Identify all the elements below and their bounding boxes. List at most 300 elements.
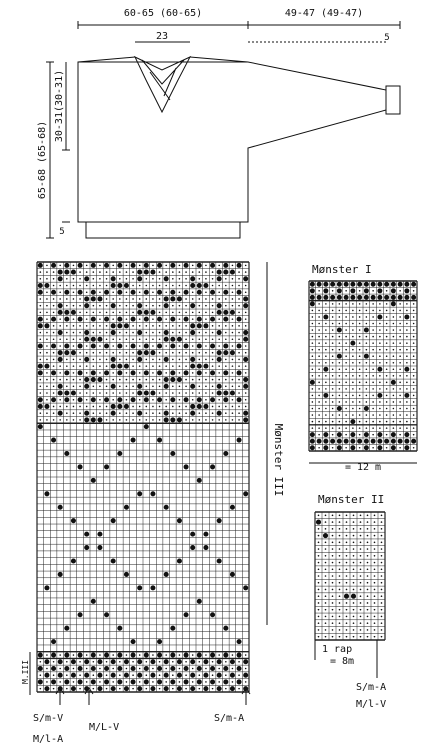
contrast-stitch [64,350,69,355]
dot-stitch [406,336,408,338]
contrast-stitch [237,317,242,322]
dot-stitch [332,362,334,364]
contrast-stitch [177,377,182,382]
contrast-stitch [144,397,149,402]
dot-stitch [185,365,187,367]
dot-stitch [399,434,401,436]
dot-stitch [40,338,42,340]
dot-stitch [119,278,121,280]
dot-stitch [325,548,327,550]
dot-stitch [366,427,368,429]
contrast-stitch [184,653,189,658]
dot-stitch [205,681,207,683]
contrast-stitch [243,330,248,335]
dot-stitch [66,412,68,414]
dot-stitch [79,285,81,287]
dim-armhole: 30-31(30-31) [54,69,65,143]
dot-stitch [66,688,68,690]
dot-stitch [367,616,369,618]
dot-stitch [353,568,355,570]
dot-stitch [53,379,55,381]
dot-stitch [312,349,314,351]
dot-stitch [312,355,314,357]
contrast-stitch [38,323,43,328]
dot-stitch [413,447,415,449]
contrast-stitch [357,439,362,444]
dot-stitch [359,336,361,338]
dot-stitch [185,312,187,314]
contrast-stitch [64,679,69,684]
dot-stitch [40,305,42,307]
dot-stitch [393,316,395,318]
dot-stitch [238,338,240,340]
dot-stitch [126,338,128,340]
dot-stitch [205,419,207,421]
dot-stitch [346,602,348,604]
dot-stitch [146,674,148,676]
dot-stitch [325,408,327,410]
dot-stitch [367,595,369,597]
contrast-stitch [64,626,69,631]
dot-stitch [360,575,362,577]
dot-stitch [132,285,134,287]
dot-stitch [139,291,141,293]
dot-stitch [345,362,347,364]
dot-stitch [345,290,347,292]
dot-stitch [218,265,220,267]
dot-stitch [325,355,327,357]
contrast-stitch [391,295,396,300]
dot-stitch [386,336,388,338]
dot-stitch [40,359,42,361]
contrast-stitch [190,357,195,362]
dot-stitch [73,372,75,374]
contrast-stitch [243,276,248,281]
dot-stitch [179,278,181,280]
dot-stitch [232,412,234,414]
contrast-stitch [51,343,56,348]
dot-stitch [59,318,61,320]
dot-stitch [374,542,376,544]
dot-stitch [179,325,181,327]
dot-stitch [406,342,408,344]
contrast-stitch [91,370,96,375]
label-start-2: M/L-V [89,722,120,733]
dot-stitch [372,329,374,331]
dot-stitch [66,298,68,300]
dot-stitch [106,386,108,388]
dot-stitch [205,345,207,347]
dot-stitch [165,668,167,670]
dot-stitch [146,305,148,307]
dot-stitch [360,568,362,570]
dot-stitch [339,575,341,577]
contrast-stitch [317,439,322,444]
dot-stitch [245,265,247,267]
contrast-stitch [184,290,189,295]
dim-cuff: 5 [384,33,390,43]
dot-stitch [172,332,174,334]
dot-stitch [212,412,214,414]
contrast-stitch [137,303,142,308]
contrast-stitch [177,417,182,422]
dot-stitch [93,278,95,280]
dot-stitch [339,388,341,390]
contrast-stitch [124,505,129,510]
dot-stitch [318,349,320,351]
contrast-stitch [91,679,96,684]
dot-stitch [159,332,161,334]
contrast-stitch [223,263,228,268]
dot-stitch [413,290,415,292]
dot-stitch [413,342,415,344]
dot-stitch [393,362,395,364]
dot-stitch [46,338,48,340]
dot-stitch [332,616,334,618]
shoulder-line [78,57,248,62]
dot-stitch [146,359,148,361]
contrast-stitch [131,397,136,402]
contrast-stitch [58,350,63,355]
dot-stitch [359,375,361,377]
dot-stitch [360,562,362,564]
contrast-stitch [157,343,162,348]
contrast-stitch [210,290,215,295]
dim-sleeve-length: 49-47 (49-47) [284,8,364,19]
contrast-stitch [230,310,235,315]
dot-stitch [218,338,220,340]
contrast-stitch [150,673,155,678]
dot-stitch [399,290,401,292]
dot-stitch [185,386,187,388]
contrast-stitch [316,520,321,525]
dot-stitch [59,265,61,267]
dot-stitch [73,332,75,334]
dot-stitch [218,419,220,421]
dot-stitch [185,688,187,690]
dot-stitch [79,379,81,381]
dot-stitch [386,414,388,416]
dot-stitch [345,375,347,377]
contrast-stitch [184,317,189,322]
contrast-stitch [190,303,195,308]
dot-stitch [132,674,134,676]
dot-stitch [346,589,348,591]
contrast-stitch [97,659,102,664]
contrast-stitch [357,295,362,300]
dot-stitch [185,419,187,421]
contrast-stitch [323,432,328,437]
dot-stitch [159,312,161,314]
contrast-stitch [58,505,63,510]
dot-stitch [318,447,320,449]
dot-stitch [345,408,347,410]
dot-stitch [99,392,101,394]
dot-stitch [379,375,381,377]
dot-stitch [367,622,369,624]
dot-stitch [53,271,55,273]
dot-stitch [199,661,201,663]
dot-stitch [165,365,167,367]
dot-stitch [312,310,314,312]
dot-stitch [112,372,114,374]
dot-stitch [238,386,240,388]
dot-stitch [379,427,381,429]
label-start-1a: S/m-V [33,713,64,724]
contrast-stitch [170,377,175,382]
dot-stitch [192,379,194,381]
dot-stitch [339,595,341,597]
dot-stitch [46,668,48,670]
contrast-stitch [117,364,122,369]
contrast-stitch [71,686,76,691]
contrast-stitch [104,653,109,658]
dot-stitch [73,285,75,287]
dot-stitch [245,318,247,320]
dot-stitch [360,636,362,638]
dot-stitch [238,661,240,663]
contrast-stitch [131,438,136,443]
dot-stitch [245,345,247,347]
dot-stitch [106,338,108,340]
contrast-stitch [310,282,315,287]
contrast-stitch [210,370,215,375]
dot-stitch [374,515,376,517]
contrast-stitch [144,666,149,671]
dot-stitch [399,342,401,344]
contrast-stitch [230,659,235,664]
dot-stitch [139,419,141,421]
dot-stitch [379,323,381,325]
dot-stitch [232,265,234,267]
dot-stitch [199,392,201,394]
dot-stitch [152,419,154,421]
dot-stitch [152,668,154,670]
contrast-stitch [337,288,342,293]
dot-stitch [332,421,334,423]
dot-stitch [339,316,341,318]
dot-stitch [73,298,75,300]
dot-stitch [139,318,141,320]
dot-stitch [185,278,187,280]
dot-stitch [99,278,101,280]
dot-stitch [399,447,401,449]
dot-stitch [152,298,154,300]
contrast-stitch [71,270,76,275]
dot-stitch [353,616,355,618]
dot-stitch [399,349,401,351]
contrast-stitch [104,666,109,671]
dot-stitch [399,395,401,397]
contrast-stitch [104,397,109,402]
contrast-stitch [131,639,136,644]
contrast-stitch [223,310,228,315]
dot-stitch [205,338,207,340]
dot-stitch [225,359,227,361]
dot-stitch [106,392,108,394]
dot-stitch [179,365,181,367]
contrast-stitch [78,464,83,469]
dot-stitch [106,412,108,414]
dot-stitch [119,352,121,354]
contrast-stitch [64,451,69,456]
contrast-stitch [58,411,63,416]
dot-stitch [139,406,141,408]
contrast-stitch [217,518,222,523]
contrast-stitch [78,666,83,671]
contrast-stitch [210,343,215,348]
contrast-stitch [124,572,129,577]
dot-stitch [332,395,334,397]
contrast-stitch [223,451,228,456]
dot-stitch [359,316,361,318]
dot-stitch [40,298,42,300]
dot-stitch [413,310,415,312]
contrast-stitch [157,653,162,658]
dot-stitch [339,310,341,312]
dot-stitch [238,406,240,408]
dot-stitch [119,688,121,690]
dot-stitch [374,535,376,537]
contrast-stitch [97,545,102,550]
contrast-stitch [210,612,215,617]
contrast-stitch [391,439,396,444]
chart-one-grid [309,281,417,451]
dot-stitch [366,414,368,416]
dot-stitch [325,568,327,570]
dot-stitch [159,674,161,676]
dot-stitch [346,562,348,564]
dot-stitch [386,434,388,436]
dot-stitch [381,542,383,544]
contrast-stitch [190,330,195,335]
contrast-stitch [237,438,242,443]
dot-stitch [40,674,42,676]
dot-stitch [386,329,388,331]
dot-stitch [86,406,88,408]
dot-stitch [73,278,75,280]
dot-stitch [53,305,55,307]
dot-stitch [79,386,81,388]
contrast-stitch [184,263,189,268]
dot-stitch [59,338,61,340]
contrast-stitch [131,343,136,348]
dot-stitch [345,395,347,397]
contrast-stitch [111,558,116,563]
dot-stitch [53,419,55,421]
dot-stitch [119,379,121,381]
dot-stitch [346,622,348,624]
dot-stitch [192,345,194,347]
dot-stitch [205,412,207,414]
dot-stitch [332,368,334,370]
dot-stitch [393,414,395,416]
contrast-stitch [124,364,129,369]
dot-stitch [325,421,327,423]
dot-stitch [99,386,101,388]
dot-stitch [152,318,154,320]
contrast-stitch [111,323,116,328]
contrast-stitch [197,317,202,322]
contrast-stitch [177,518,182,523]
dot-stitch [112,668,114,670]
dot-stitch [381,582,383,584]
contrast-stitch [190,323,195,328]
contrast-stitch [117,397,122,402]
dot-stitch [199,674,201,676]
dot-stitch [339,303,341,305]
contrast-stitch [243,585,248,590]
contrast-stitch [111,659,116,664]
contrast-stitch [97,532,102,537]
contrast-stitch [51,639,56,644]
contrast-stitch [38,666,43,671]
dot-stitch [374,548,376,550]
contrast-stitch [371,439,376,444]
contrast-stitch [38,343,43,348]
contrast-stitch [210,263,215,268]
label-start-1b: M/l-A [33,734,64,745]
dot-stitch [66,332,68,334]
contrast-stitch [377,295,382,300]
dot-stitch [199,332,201,334]
contrast-stitch [137,276,142,281]
dot-stitch [318,589,320,591]
contrast-stitch [337,439,342,444]
dot-stitch [325,336,327,338]
dot-stitch [238,419,240,421]
dot-stitch [119,674,121,676]
dot-stitch [199,419,201,421]
dot-stitch [212,312,214,314]
dot-stitch [367,562,369,564]
dot-stitch [238,305,240,307]
dot-stitch [165,654,167,656]
contrast-stitch [150,686,155,691]
dot-stitch [192,318,194,320]
dot-stitch [339,589,341,591]
dot-stitch [172,271,174,273]
contrast-stitch [131,317,136,322]
dot-stitch [218,318,220,320]
dot-stitch [345,329,347,331]
dot-stitch [112,271,114,273]
dot-stitch [106,312,108,314]
contrast-stitch [144,424,149,429]
dot-stitch [406,329,408,331]
dot-stitch [205,265,207,267]
dot-stitch [112,338,114,340]
dot-stitch [318,555,320,557]
contrast-stitch [391,432,396,437]
cuff [386,86,400,114]
contrast-stitch [398,282,403,287]
dot-stitch [393,427,395,429]
dot-stitch [106,419,108,421]
dot-stitch [238,352,240,354]
contrast-stitch [217,276,222,281]
dot-stitch [359,303,361,305]
dot-stitch [318,609,320,611]
contrast-stitch [230,390,235,395]
dot-stitch [232,681,234,683]
dot-stitch [46,399,48,401]
dot-stitch [339,542,341,544]
contrast-stitch [243,384,248,389]
contrast-stitch [344,282,349,287]
contrast-stitch [157,639,162,644]
dot-stitch [172,312,174,314]
